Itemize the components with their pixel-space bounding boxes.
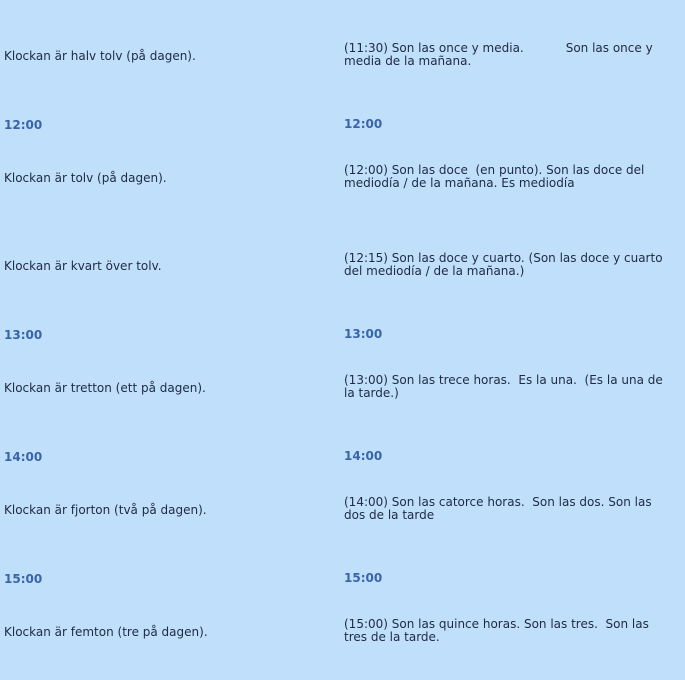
spanish-text: (12:15) Son las doce y cuarto. (Son las doce y cuarto del mediodía / de la mañana.) <box>344 251 667 278</box>
swedish-text: Klockan är tolv (på dagen). <box>4 171 167 185</box>
spanish-text: (15:00) Son las quince horas. Son las tres. Son las tres de la tarde. <box>344 617 653 644</box>
time-heading: 12:00 <box>344 117 383 131</box>
time-heading: 13:00 <box>4 328 43 342</box>
spanish-text: (13:00) Son las trece horas. Es la una. (Es la una de la tarde.) <box>344 373 667 400</box>
swedish-text: Klockan är tretton (ett på dagen). <box>4 381 206 395</box>
time-heading: 13:00 <box>344 327 383 341</box>
swedish-text: Klockan är femton (tre på dagen). <box>4 625 208 639</box>
swedish-text: Klockan är fjorton (två på dagen). <box>4 503 207 517</box>
time-heading: 12:00 <box>4 118 43 132</box>
time-heading: 14:00 <box>4 450 43 464</box>
time-heading: 15:00 <box>4 572 43 586</box>
swedish-text: Klockan är kvart över tolv. <box>4 259 162 273</box>
spanish-text: (11:30) Son las once y media. Son las once y media de la mañana. <box>344 41 657 68</box>
time-heading: 15:00 <box>344 571 383 585</box>
time-heading: 14:00 <box>344 449 383 463</box>
spanish-text: (12:00) Son las doce (en punto). Son las doce del mediodía / de la mañana. Es mediodía <box>344 163 649 190</box>
swedish-text: Klockan är halv tolv (på dagen). <box>4 49 196 63</box>
spanish-text: (14:00) Son las catorce horas. Son las dos. Son las dos de la tarde <box>344 495 656 522</box>
